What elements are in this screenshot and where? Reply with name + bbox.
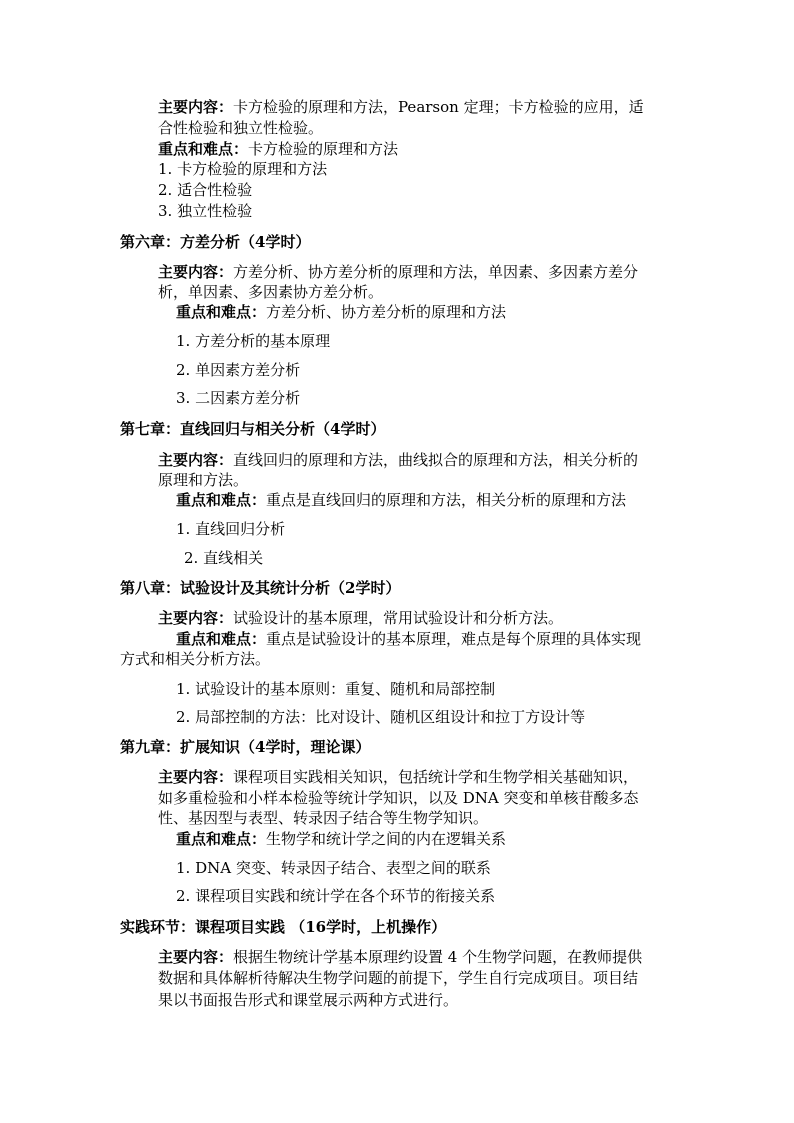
s6-key-text: 方差分析、协方差分析的原理和方法 bbox=[266, 303, 507, 321]
s7-item-1: 1. 直线回归分析 bbox=[176, 520, 286, 538]
s6-item-2: 2. 单因素方差分析 bbox=[176, 361, 301, 379]
s7-item-2: 2. 直线相关 bbox=[184, 549, 264, 567]
s7-key-line bbox=[176, 490, 626, 510]
s6-key-line bbox=[176, 302, 506, 322]
s5-key-text: 卡方检验的原理和方法 bbox=[248, 140, 399, 158]
s9-content-text: 课程项目实践相关知识，包括统计学和生物学相关基础知识， bbox=[233, 768, 639, 786]
s9-key-line bbox=[176, 829, 506, 849]
practice-title: 实践环节：课程项目实践 （16学时，上机操作） bbox=[120, 918, 447, 936]
s7-content-line-2: 原理和方法。 bbox=[158, 471, 249, 489]
s6-item-1: 1. 方差分析的基本原理 bbox=[176, 332, 331, 350]
s7-content-text: 直线回归的原理和方法，曲线拟合的原理和方法，相关分析的 bbox=[233, 451, 639, 469]
s9-content-line-1 bbox=[158, 767, 638, 787]
chapter-9-title: 第九章：扩展知识（4学时，理论课） bbox=[120, 738, 371, 756]
s8-key-line-2: 方式和相关分析方法。 bbox=[120, 650, 271, 668]
s5-content-label: 主要内容： bbox=[158, 98, 234, 116]
s8-item-2: 2. 局部控制的方法：比对设计、随机区组设计和拉丁方设计等 bbox=[176, 708, 586, 726]
s9-content-line-3: 性、基因型与表型、转录因子结合等生物学知识。 bbox=[158, 809, 489, 827]
s6-item-3: 3. 二因素方差分析 bbox=[176, 389, 301, 407]
s5-content-text: 卡方检验的原理和方法，Pearson 定理；卡方检验的应用，适 bbox=[233, 98, 644, 116]
chapter-6-title: 第六章：方差分析（4学时） bbox=[120, 233, 311, 251]
s8-key-text: 重点是试验设计的基本原理，难点是每个原理的具体实现 bbox=[266, 630, 642, 648]
s6-content-label: 主要内容： bbox=[158, 263, 234, 281]
practice-content-label: 主要内容： bbox=[158, 948, 234, 966]
practice-content-line-2: 数据和具体解析待解决生物学问题的前提下，学生自行完成项目。项目结 bbox=[158, 969, 639, 987]
s5-content-line-1 bbox=[158, 97, 644, 117]
s9-item-1: 1. DNA 突变、转录因子结合、表型之间的联系 bbox=[176, 859, 491, 877]
s8-item-1: 1. 试验设计的基本原则：重复、随机和局部控制 bbox=[176, 680, 496, 698]
s7-key-label: 重点和难点： bbox=[176, 491, 267, 509]
s8-content-line bbox=[158, 608, 563, 628]
practice-content-line-3: 果以书面报告形式和课堂展示两种方式进行。 bbox=[158, 991, 459, 1009]
s5-key-line bbox=[158, 139, 398, 159]
s6-content-text: 方差分析、协方差分析的原理和方法，单因素、多因素方差分 bbox=[233, 263, 639, 281]
s5-item-1: 1. 卡方检验的原理和方法 bbox=[158, 160, 328, 178]
s6-content-line-1 bbox=[158, 262, 638, 282]
s9-item-2: 2. 课程项目实践和统计学在各个环节的衔接关系 bbox=[176, 887, 496, 905]
s6-content-line-2: 析，单因素、多因素协方差分析。 bbox=[158, 283, 384, 301]
chapter-8-title: 第八章：试验设计及其统计分析（2学时） bbox=[120, 579, 401, 597]
practice-content-line-1 bbox=[158, 947, 642, 967]
s5-content-line-2: 合性检验和独立性检验。 bbox=[158, 119, 324, 137]
s8-key-label: 重点和难点： bbox=[176, 630, 267, 648]
s5-item-2: 2. 适合性检验 bbox=[158, 181, 253, 199]
s5-key-label: 重点和难点： bbox=[158, 140, 249, 158]
s8-content-text: 试验设计的基本原理，常用试验设计和分析方法。 bbox=[233, 609, 564, 627]
s7-content-label: 主要内容： bbox=[158, 451, 234, 469]
s9-content-label: 主要内容： bbox=[158, 768, 234, 786]
s8-content-label: 主要内容： bbox=[158, 609, 234, 627]
chapter-7-title: 第七章：直线回归与相关分析（4学时） bbox=[120, 420, 386, 438]
s9-key-text: 生物学和统计学之间的内在逻辑关系 bbox=[266, 830, 507, 848]
practice-content-text: 根据生物统计学基本原理约设置 4 个生物学问题，在教师提供 bbox=[233, 948, 643, 966]
s8-key-line-1 bbox=[176, 629, 641, 649]
s7-content-line-1 bbox=[158, 450, 638, 470]
s9-content-line-2: 如多重检验和小样本检验等统计学知识，以及 DNA 突变和单核苷酸多态 bbox=[158, 789, 639, 807]
s5-item-3: 3. 独立性检验 bbox=[158, 202, 253, 220]
s9-key-label: 重点和难点： bbox=[176, 830, 267, 848]
s7-key-text: 重点是直线回归的原理和方法，相关分析的原理和方法 bbox=[266, 491, 627, 509]
s6-key-label: 重点和难点： bbox=[176, 303, 267, 321]
